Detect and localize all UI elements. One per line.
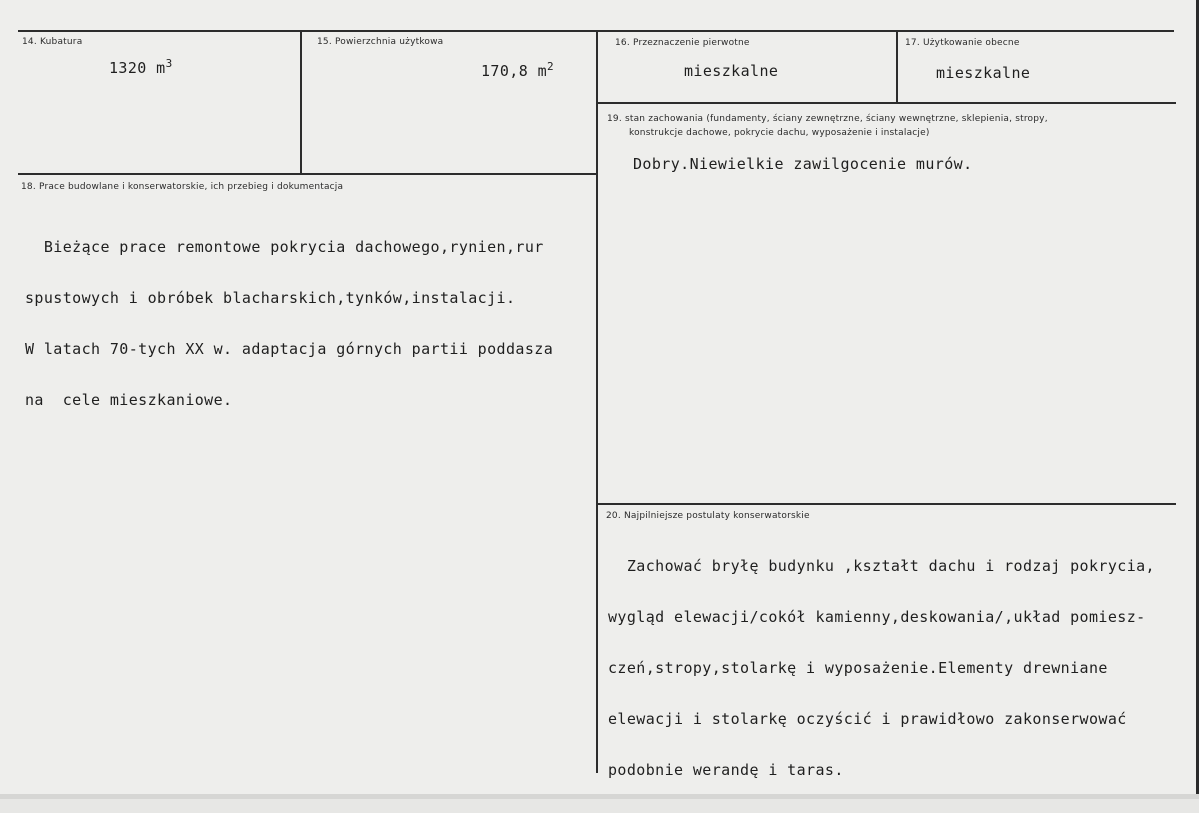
field-17-label: 17. Użytkowanie obecne (905, 38, 1020, 48)
divider-main (596, 31, 598, 773)
field-20-line: czeń,stropy,stolarkę i wyposażenie.Elementy drewniane (608, 659, 1108, 677)
field-18-line: W latach 70-tych XX w. adaptacja górnych partii poddasza (25, 340, 554, 358)
field-19-label-line: 19. stan zachowania (fundamenty, ściany zewnętrzne, ściany wewnętrzne, sklepienia, stropy, (607, 114, 1048, 124)
field-16-label: 16. Przeznaczenie pierwotne (615, 38, 750, 48)
field-20-line: podobnie werandę i taras. (608, 761, 844, 779)
field-17-value: mieszkalne (936, 64, 1031, 82)
field-18-line: na cele mieszkaniowe. (25, 391, 233, 409)
field-14-label: 14. Kubatura (22, 37, 83, 47)
field-14-unit-exponent: 3 (165, 57, 173, 70)
field-20-text (608, 524, 1155, 813)
field-20-label: 20. Najpilniejsze postulaty konserwatorskie (606, 511, 810, 521)
field-15-unit-exponent: 2 (547, 60, 555, 73)
field-19-label-line: konstrukcje dachowe, pokrycie dachu, wyposażenie i instalacje) (629, 128, 930, 138)
field-15-label: 15. Powierzchnia użytkowa (317, 37, 444, 47)
field-18-label: 18. Prace budowlane i konserwatorskie, ich przebieg i dokumentacja (21, 182, 344, 192)
rule-under-14-15 (18, 173, 598, 175)
field-20-line: elewacji i stolarkę oczyścić i prawidłowo zakonserwować (608, 710, 1127, 728)
rule-under-16-17 (598, 102, 1176, 104)
field-14-number: 1320 m (109, 59, 166, 77)
field-16-value: mieszkalne (684, 62, 779, 80)
field-20-line: wygląd elewacji/cokół kamienny,deskowania/,układ pomiesz- (608, 608, 1146, 626)
field-19-value: Dobry.Niewielkie zawilgocenie murów. (633, 155, 973, 173)
field-15-number: 170,8 m (481, 62, 548, 80)
rule-under-19 (598, 503, 1176, 505)
field-14-value (109, 59, 173, 77)
field-20-line: Zachować bryłę budynku ,kształt dachu i rodzaj pokrycia, (608, 557, 1155, 575)
field-18-text (25, 205, 553, 443)
divider-16-17 (896, 31, 898, 102)
card-bottom-edge (0, 794, 1199, 799)
field-15-value (481, 62, 554, 80)
field-18-line: spustowych i obróbek blacharskich,tynków,instalacji. (25, 289, 516, 307)
field-18-line: Bieżące prace remontowe pokrycia dachowego,rynien,rur (25, 238, 544, 256)
field-19-label (607, 112, 1167, 140)
divider-14-15 (300, 31, 302, 174)
